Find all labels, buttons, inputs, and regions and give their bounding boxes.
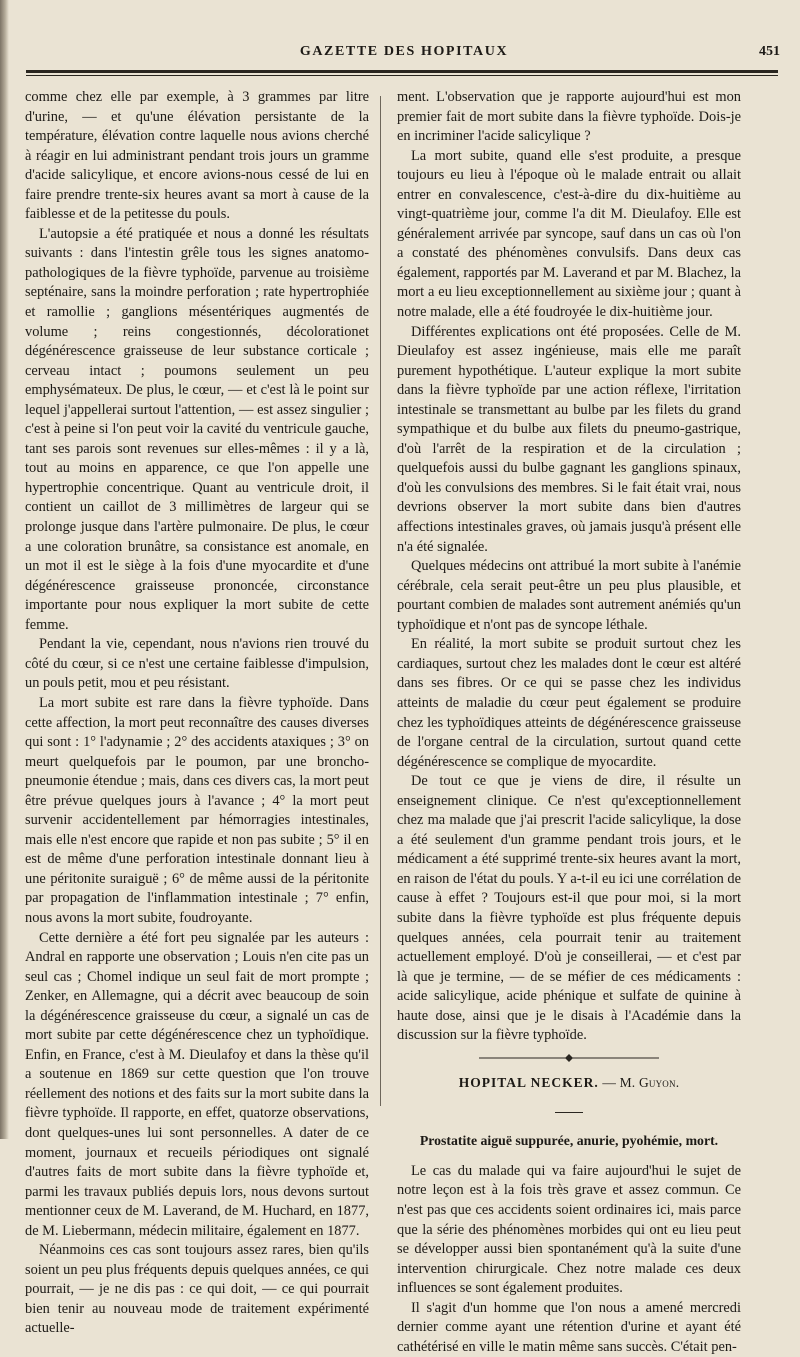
- separator-ornament: [479, 1052, 659, 1064]
- right-column: [397, 88, 741, 1357]
- header-rule-thick: [26, 70, 778, 73]
- right-paragraph-2: La mort subite, quand elle s'est produite, a presque toujours eu lieu à l'époque où le malade entrait ou allait entrer en convalescence, c'est-à-dire du dix-huitième au vingt-quatrième jour, comme l'a dit M. Dieulafoy. Elle est généralement arrivée par syncope, sauf dans un cas où l'on a constaté des phénomènes convulsifs. Dans deux cas également, rapportés par M. Laverand et par M. Blachez, la mort a eu lieu exceptionnellement au sixième jour ; quant à notre malade, elle a été foudroyée le dix-huitième jour.: [397, 147, 741, 321]
- right-paragraph-5: En réalité, la mort subite se produit surtout chez les cardiaques, surtout chez les malades dont le cœur est altéré dans ses fibres. Or ce qui se passe chez les individus atteints de maladie du cœur peut également se produire chez les typhoïdiques atteints de dégénérescence graisseuse de l'organe central de la circulation, surtout quand cette dégénérescence se complique de myocardite.: [397, 636, 741, 770]
- left-paragraph-1: comme chez elle par exemple, à 3 grammes par litre d'urine, — et qu'une élévation persistante de la température, élévation contre laquelle nous avions cherché à réagir en lui administrant pendant trois jours un gramme d'acide salicylique, et encore avions-nous cessé de lui en faire prendre trente-six heures avant sa mort à cause de la faiblesse et de la petitesse du pouls.: [25, 89, 369, 223]
- page-number: 451: [759, 44, 780, 59]
- right-paragraph-3: Différentes explications ont été proposées. Celle de M. Dieulafoy est assez ingénieuse, mais elle me paraît purement hypothétique. L'auteur explique la mort subite dans la fièvre typhoïde par une action réflexe, l'irritation intestinale se transmettant au bulbe par les filets du grand sympathique et du bulbe aux filets du pneumo-gastrique, d'où l'arrêt de la respiration et de la circulation ; quelquefois aussi du bulbe gagnant les ganglions spinaux, d'où les convulsions des membres. Si le fait était vrai, nous devrions observer la mort subite dans bien d'autres affections intestinales graves, où jamais jusqu'à présent elle n'a été signalée.: [397, 323, 741, 555]
- right-paragraph-6: De tout ce que je viens de dire, il résulte un enseignement clinique. Ce n'est qu'exceptionnellement chez ma malade que j'ai prescrit l'acide salicylique, la dose a été seulement d'un gramme pendant trois jours, et le médicament a été supprimé trente-six heures avant la mort, en raison de l'état du pouls. Y a-t-il eu ici une corrélation de cause à effet ? Toujours est-il que pour moi, si la mort subite dans la fièvre typhoïde est plus fréquente depuis quelques années, cela pourrait tenir au traitement actuellement employé. D'où je conseillerai, — et c'est par là que je termine, — de se méfier de ces médicaments : acide salicylique, acide phénique et sulfate de quinine à haute dose, ainsi que je le disais à l'Académie dans la discussion sur la fièvre typhoïde.: [397, 773, 741, 1044]
- section-separator: [397, 1052, 741, 1064]
- left-paragraph-4: La mort subite est rare dans la fièvre typhoïde. Dans cette affection, la mort peut reconnaître des causes diverses qui sont : 1° l'adynamie ; 2° des accidents ataxiques ; 3° on meurt quelquefois par le poumon, par une broncho-pneumonie étendue ; mais, dans ces divers cas, la mort peut être prévue quelques jours à l'avance ; 4° la mort peut survenir accidentellement par hémorragies intestinales, mais elle n'est encore que rapide et non pas subite ; 5° il en est de même d'une perforation intestinale donnant lieu à une péritonite suraiguë ; 6° de même aussi de la péritonite par propagation de l'inflammation intestinale ; 7° enfin, nous avons la mort subite, foudroyante.: [25, 694, 369, 926]
- header-rule-thin: [26, 75, 778, 76]
- hospital-name: HOPITAL NECKER.: [458, 1074, 599, 1090]
- running-title: GAZETTE DES HOPITAUX: [299, 44, 509, 59]
- right-paragraph-8: Il s'agit d'un homme que l'on nous a amené mercredi dernier comme ayant une rétention d'urine et ayant été cathétérisé en ville le matin même sans succès. C'était pen-: [397, 1299, 741, 1355]
- left-paragraph-2: L'autopsie a été pratiquée et nous a donné les résultats suivants : dans l'intestin grêle tous les signes anatomo-pathologiques de la fièvre typhoïde, parvenue au troisième septénaire, sans la moindre perforation ; rate hypertrophiée et ramollie ; ganglions mésentériques augmentés de volume ; reins congestionnés, décolorationet dégénérescence graisseuse de leur substance corticale ; cerveau intact ; poumons seulement un peu emphysémateux. De plus, le cœur, — et c'est là le point sur lequel j'appellerai surtout l'attention, — est assez singulier ; c'est à peine si l'on peut voir la cavité du ventricule gauche, tant ses parois sont revenues sur elles-mêmes : il y a là, tout au moins en apparence, ce que l'on appelle une hypertrophie concentrique. Quant au ventricule droit, il contient un caillot de 3 millimètres de largeur qui se prolonge jusque dans l'artère pulmonaire. De plus, le cœur a une coloration brunâtre, sa consistance est anomale, en un mot il est le siège à la fois d'une myocardite et d'une dégénérescence graisseuse prononcée, circonstance importante pour nous expliquer la mort subite de cette femme.: [25, 225, 369, 633]
- right-paragraph-7: Le cas du malade qui va faire aujourd'hui le sujet de notre leçon est à la fois très grave et assez commun. Ce n'est pas que ces accidents soient ordinaires ici, mais parce que la série des phénomènes morbides qui ont eu lieu peut se développer aussi bien spontanément qu'à la suite d'une intervention chirurgicale. Chez notre malade ces deux influences se sont également produites.: [397, 1162, 741, 1297]
- left-paragraph-5: Cette dernière a été fort peu signalée par les auteurs : Andral en rapporte une observation ; Louis n'en cite pas un seul cas ; Chomel indique un seul fait de mort prompte ; Zenker, en Allemagne, qui a décrit avec beaucoup de soin la dégénérescence graisseuse du cœur, a signalé un cas de mort subite par cette dégénérescence chez un typhoïdique. Enfin, en France, c'est à M. Dieulafoy et dans la thèse qu'il a soutenue en 1869 sur cette question que l'on trouve réellement des notions et des faits sur la mort subite dans la fièvre typhoïde. Il rapporte, en effet, quatorze observations, dont quelques-unes lui sont personnelles. A dater de ce moment, journaux et recueils périodiques ont signalé d'autres faits de mort subite dans la fièvre typhoïde et, parmi les travaux publiés depuis lors, nous devons surtout mentionner ceux de M. Laverand, de M. Huchard, en 1877, de M. Liebermann, médecin militaire, également en 1877.: [25, 929, 369, 1239]
- left-paragraph-6: Néanmoins ces cas sont toujours assez rares, bien qu'ils soient un peu plus fréquents depuis quelques années, ce qui pourrait, — je ne dis pas : ce qui doit, — ce qui pourrait bien tenir au nouveau mode de traitement expérimenté actuelle-: [25, 1242, 369, 1337]
- page-binding-shadow: [0, 0, 9, 1139]
- left-paragraph-3: Pendant la vie, cependant, nous n'avions rien trouvé du côté du cœur, si ce n'est une certaine faiblesse d'impulsion, un pouls petit, mou et peu résistant.: [25, 636, 369, 692]
- page-header: [24, 44, 784, 64]
- heading-short-rule: [555, 1112, 583, 1113]
- right-paragraph-1: ment. L'observation que je rapporte aujourd'hui est mon premier fait de mort subite dans la fièvre typhoïde. Dois-je en incriminer l'acide salicylique ?: [397, 89, 741, 145]
- hospital-heading: [397, 1073, 741, 1093]
- column-divider: [380, 96, 381, 1106]
- right-paragraph-4: Quelques médecins ont attribué la mort subite à l'anémie cérébrale, cela serait peut-être un peu plus plausible, et pourtant combien de malades sont autrement anémiés qu'un typhoïdique et n'ont pas de syncope léthale.: [397, 558, 741, 633]
- hospital-professor: — M. Guyon.: [602, 1074, 680, 1090]
- left-column: [25, 88, 369, 1339]
- lesson-title: Prostatite aiguë suppurée, anurie, pyohémie, mort.: [419, 1133, 719, 1149]
